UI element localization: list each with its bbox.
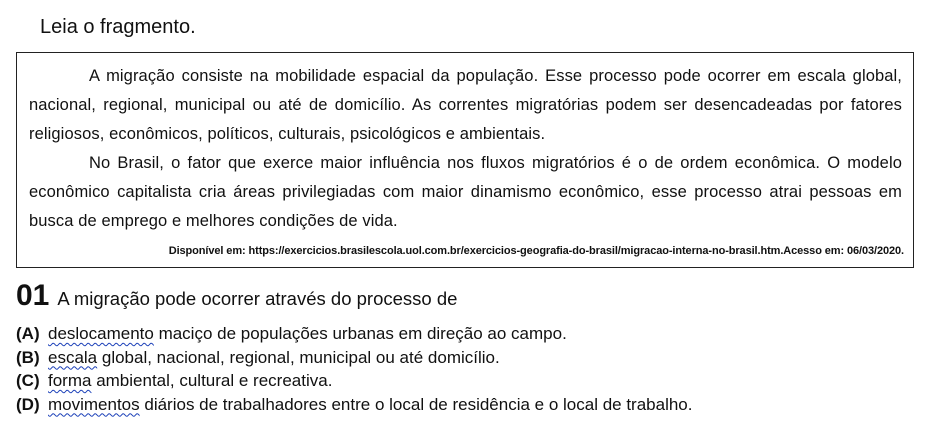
option-text: diários de trabalhadores entre o local de residência e o local de trabalho. (139, 394, 693, 414)
option-c[interactable] (16, 369, 693, 393)
option-text: ambiental, cultural e recreativa. (91, 371, 333, 390)
question-number: 01 (16, 279, 50, 312)
option-first-word: deslocamento (48, 324, 154, 343)
option-b[interactable] (16, 346, 693, 370)
option-letter: (C) (16, 371, 40, 390)
option-first-word: movimentos (48, 394, 140, 414)
answer-options (16, 322, 693, 416)
fragment-paragraph-2: No Brasil, o fator que exerce maior influência nos fluxos migratórios é o de ordem econômica. O modelo econômico capitalista cria áreas privilegiadas com maior dinamismo econômico, esse processo atrai pessoas em busca de emprego e melhores condições de vida. (29, 154, 902, 230)
option-a[interactable] (16, 322, 693, 346)
source-citation: Disponível em: https://exercicios.brasilescola.uol.com.br/exercicios-geografia-do-brasil/migracao-interna-no-brasil.htm.Acesso em: 06/03/2020. (168, 245, 904, 257)
option-text: maciço de populações urbanas em direção ao campo. (153, 324, 567, 343)
option-first-word: forma (48, 371, 92, 390)
fragment-box (16, 52, 914, 268)
question-header (16, 278, 457, 317)
option-first-word: escala (48, 347, 98, 367)
option-letter: (D) (16, 394, 40, 414)
option-letter: (B) (16, 347, 40, 367)
question-text: A migração pode ocorrer através do processo de (57, 288, 458, 309)
option-d[interactable] (16, 393, 693, 417)
option-text: global, nacional, regional, municipal ou até domicílio. (97, 347, 500, 367)
option-letter: (A) (16, 324, 40, 343)
fragment-paragraph-1: A migração consiste na mobilidade espacial da população. Esse processo pode ocorrer em escala global, nacional, regional, municipal ou até de domicílio. As correntes migratórias podem ser desencadeadas por fatores religiosos, econômicos, políticos, culturais, psicológicos e ambientais. (29, 67, 902, 143)
instruction-text: Leia o fragmento. (40, 16, 196, 38)
